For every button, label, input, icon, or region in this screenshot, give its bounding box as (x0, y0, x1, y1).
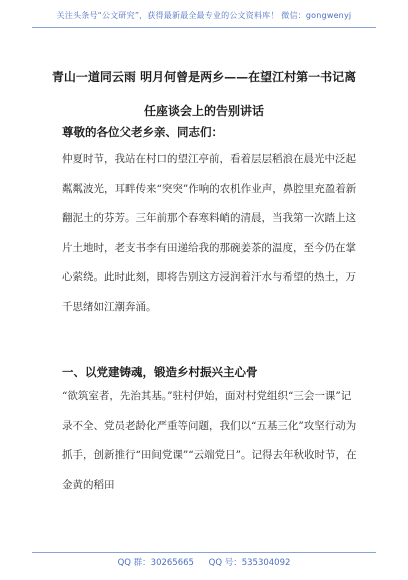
document-title-line-1: 青山一道同云雨 明月何曾是两乡——在望江村第一书记离 (51, 70, 357, 84)
section-heading: 一、以党建铸魂，锻造乡村振兴主心骨 (62, 365, 258, 379)
header-divider (32, 27, 376, 28)
page-header-banner: 关注头条号“公文研究”，获得最新最全最专业的公文资料库！ 微信：gongwenyj (56, 11, 352, 20)
salutation: 尊敬的各位父老乡亲、同志们： (62, 125, 223, 139)
body-paragraph: “欲筑室者，先治其基。”驻村伊始，面对村党组织“三会一课”记录不全、党员老龄化严重等问题，我们以“五基三化”攻坚行动为抓手，创新推行“田间党课”“云端党日”。记得去年秋收时节，在金黄的稻田 (62, 390, 357, 491)
body-paragraph: 仲夏时节，我站在村口的望江亭前，看着层层稻浪在晨光中泛起粼粼波光，耳畔传来“突突”作响的农机作业声，鼻腔里充盈着新翻泥土的芬芳。三年前那个春寒料峭的清晨，当我第一次踏上这片土地时，老支书李有田递给我的那碗姜茶的温度，至今仍在掌心萦绕。此时此刻，即将告别这方浸润着汗水与希望的热土，万千思绪如江潮奔涌。 (62, 153, 357, 313)
footer-qq-number: QQ 号：535304092 (208, 558, 291, 568)
footer-qq-group: QQ 群：30265665 (117, 558, 194, 568)
footer-divider (32, 552, 376, 553)
page-footer (0, 556, 408, 568)
document-title-line-2: 任座谈会上的告别讲话 (143, 104, 264, 118)
